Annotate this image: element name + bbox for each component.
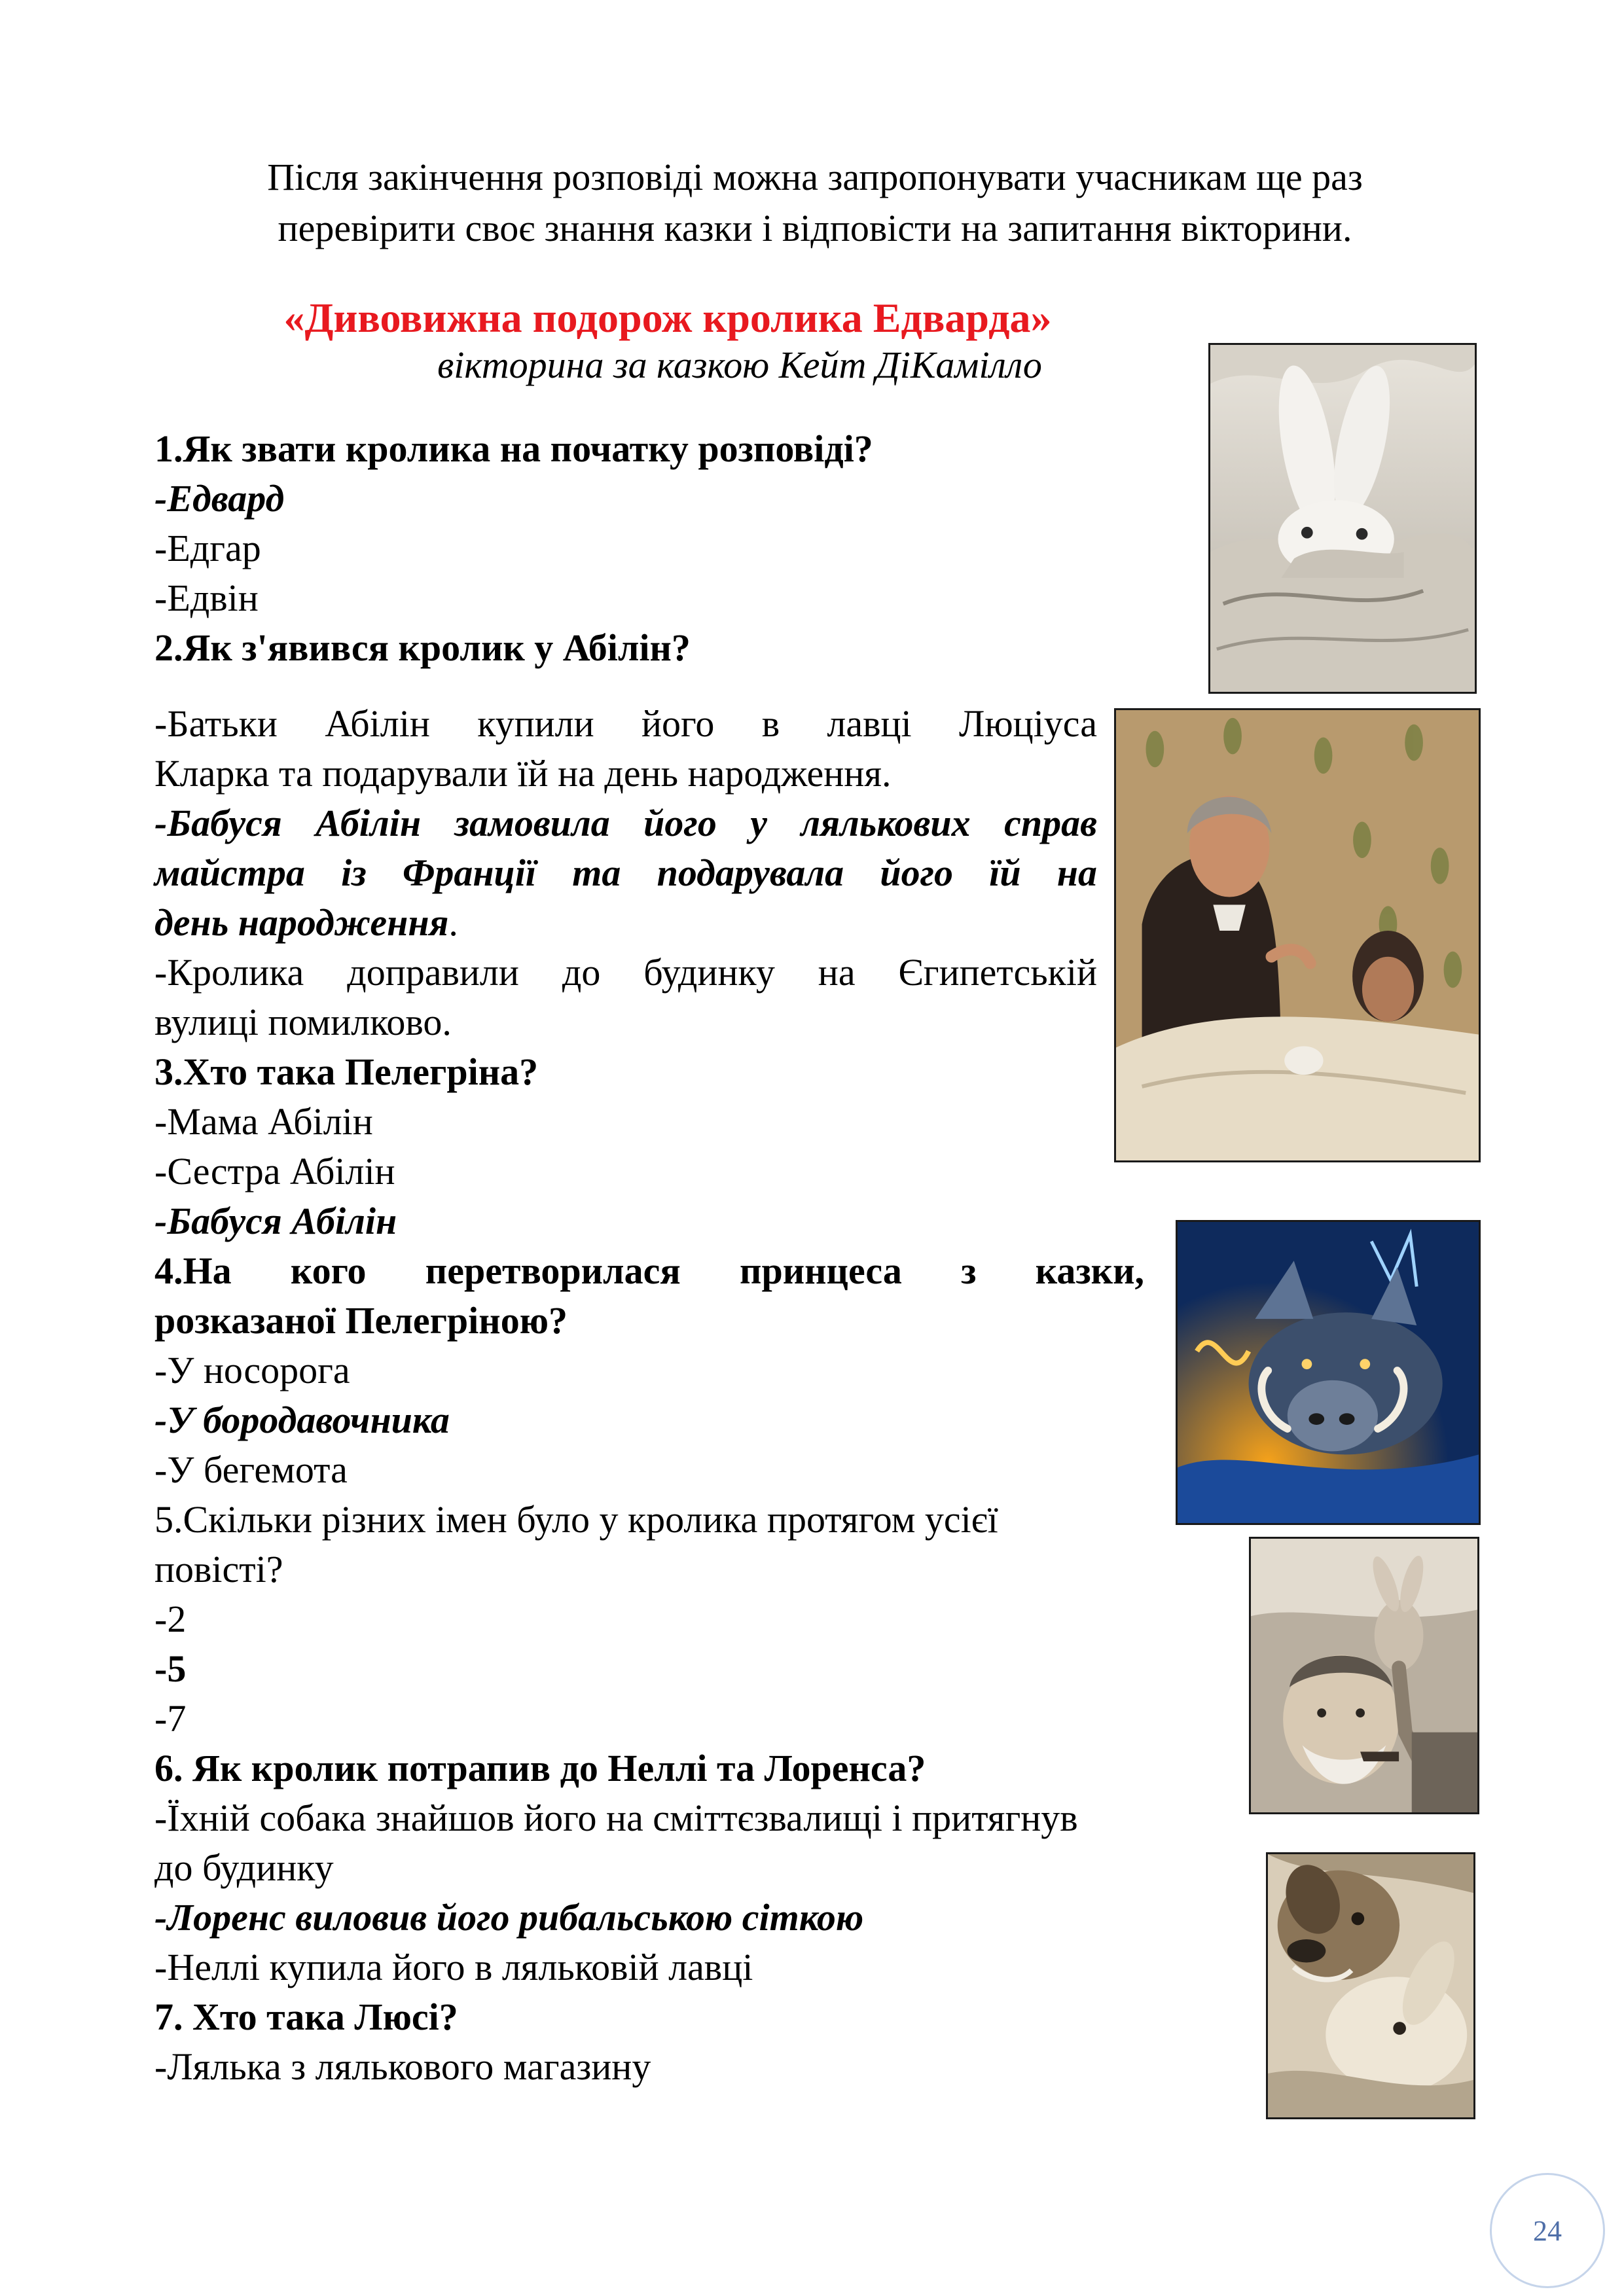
question-4-line-1: 4.На кого перетворилася принцеса з казки, bbox=[154, 1249, 1144, 1292]
answer-6b-correct: -Лоренс виловив його рибальською сіткою bbox=[154, 1896, 864, 1939]
answer-1a-correct: -Едвард bbox=[154, 477, 285, 520]
intro-line-2: перевірити своє знання казки і відповісти на запитання вікторини. bbox=[278, 207, 1352, 249]
answer-2b-line-3 bbox=[154, 898, 458, 948]
question-1: 1.Як звати кролика на початку розповіді? bbox=[154, 427, 873, 470]
warthog-image bbox=[1176, 1220, 1481, 1525]
question-5-line-2: повісті? bbox=[154, 1548, 283, 1590]
answer-6a-line-1: -Їхній собака знайшов його на сміттєзвалищі і притягнув bbox=[154, 1797, 1078, 1839]
question-6: 6. Як кролик потрапив до Неллі та Лоренса? bbox=[154, 1747, 926, 1789]
answer-4c: -У бегемота bbox=[154, 1448, 348, 1491]
question-7: 7. Хто така Люсі? bbox=[154, 1996, 458, 2038]
intro-line-1: Після закінчення розповіді можна запропонувати учасникам ще раз bbox=[267, 156, 1363, 198]
answer-2b-period: . bbox=[448, 901, 458, 944]
intro-paragraph bbox=[151, 152, 1479, 254]
answer-2b-line-2: майстра із Франції та подарувала його їй на bbox=[154, 852, 1097, 894]
answer-2a-line-1: -Батьки Абілін купили його в лавці Люціуса bbox=[154, 702, 1097, 745]
quiz-title: «Дивовижна подорож кролика Едварда» bbox=[283, 295, 1052, 341]
answer-2b-line-3-text: день народження bbox=[154, 901, 449, 944]
answer-3a: -Мама Абілін bbox=[154, 1100, 373, 1143]
answer-2c-line-1: -Кролика доправили до будинку на Єгипетській bbox=[154, 951, 1097, 994]
answer-6a-line-2: до будинку bbox=[154, 1846, 334, 1889]
answer-5a: -2 bbox=[154, 1598, 187, 1640]
answer-7a: -Лялька з лялькового магазину bbox=[154, 2045, 651, 2088]
question-4-line-2: розказаної Пелегріною? bbox=[154, 1299, 568, 1342]
grandmother-storytelling-image bbox=[1114, 708, 1481, 1162]
answer-2a-line-2: Кларка та подарували їй на день народження. bbox=[154, 752, 892, 795]
answer-1b: -Едгар bbox=[154, 527, 261, 569]
answer-3c-correct: -Бабуся Абілін bbox=[154, 1200, 397, 1242]
question-5-line-1: 5.Скільки різних імен було у кролика протягом усієї bbox=[154, 1498, 998, 1541]
answer-3b: -Сестра Абілін bbox=[154, 1150, 395, 1193]
fisherman-with-rabbit-image bbox=[1249, 1537, 1479, 1814]
question-2: 2.Як з'явився кролик у Абілін? bbox=[154, 626, 691, 669]
dog-and-rabbit-image bbox=[1266, 1852, 1475, 2119]
answer-6c: -Неллі купила його в ляльковій лавці bbox=[154, 1946, 753, 1988]
answer-4b-correct: -У бородавочника bbox=[154, 1399, 450, 1441]
quiz-subtitle: вікторина за казкою Кейт ДіКамілло bbox=[437, 344, 1042, 386]
answer-1c: -Едвін bbox=[154, 577, 259, 619]
answer-2b-line-1: -Бабуся Абілін замовила його у лялькових справ bbox=[154, 802, 1097, 844]
answer-5c: -7 bbox=[154, 1697, 187, 1740]
rabbit-in-bed-image bbox=[1208, 343, 1477, 694]
page-number-text: 24 bbox=[1533, 2214, 1562, 2247]
answer-2c-line-2: вулиці помилково. bbox=[154, 1001, 452, 1043]
question-3: 3.Хто така Пелегріна? bbox=[154, 1050, 539, 1093]
answer-4a: -У носорога bbox=[154, 1349, 350, 1391]
answer-5b-correct: -5 bbox=[154, 1647, 187, 1690]
page-number bbox=[1490, 2173, 1605, 2288]
